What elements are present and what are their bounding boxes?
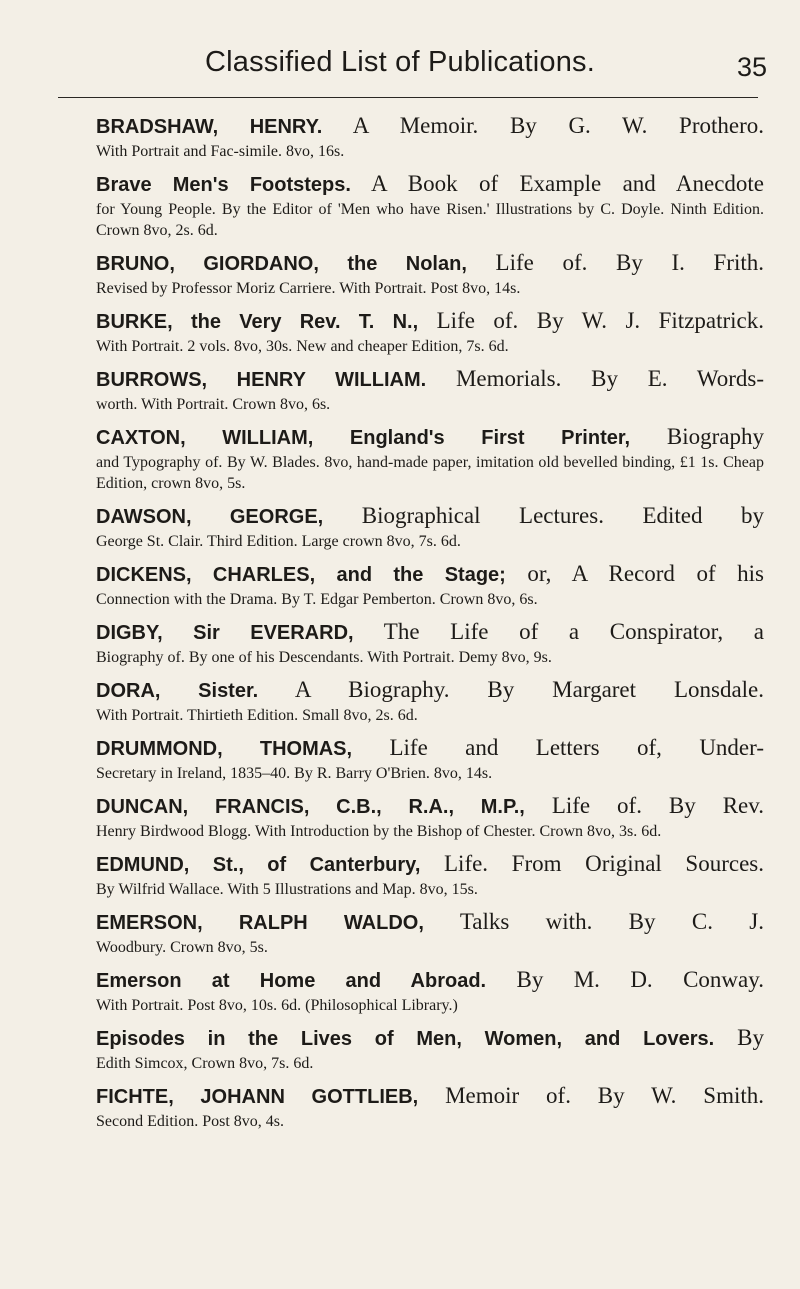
entry-title: By: [737, 1025, 765, 1050]
entry-detail: Biography of. By one of his Descendants. With Portrait. Demy 8vo, 9s.: [96, 649, 552, 666]
entry-heading: DICKENS, CHARLES, and the Stage;: [96, 564, 506, 586]
entry-detail: Henry Birdwood Blogg. With Introduction by the Bishop of Chester. Crown 8vo, 3s. 6d.: [96, 823, 662, 840]
entry-detail: for Young People. By the Editor of 'Men who have Risen.' Illustrations by C. Doyle. Ninth Edition. Crown 8vo, 2s. 6d.: [96, 201, 764, 239]
entry-detail: With Portrait. Post 8vo, 10s. 6d. (Philosophical Library.): [96, 997, 458, 1014]
list-entry: [96, 560, 764, 610]
entry-title: Life of. By I. Frith.: [495, 250, 764, 275]
entry-title: Life of. By Rev.: [551, 793, 764, 818]
entry-title: The Life of a Conspirator, a: [383, 619, 764, 644]
entry-detail: and Typography of. By W. Blades. 8vo, hand-made paper, imitation old bevelled binding, £1 1s. Cheap Edition, crown 8vo, 5s.: [96, 454, 764, 492]
list-entry: [96, 1024, 764, 1074]
entry-detail: Secretary in Ireland, 1835–40. By R. Barry O'Brien. 8vo, 14s.: [96, 765, 493, 782]
entry-title: Biography: [666, 424, 764, 449]
entry-detail: By Wilfrid Wallace. With 5 Illustrations and Map. 8vo, 15s.: [96, 881, 478, 898]
list-entry: [96, 792, 764, 842]
entry-title: or, A Record of his: [527, 561, 765, 586]
entry-title: A Book of Example and Anecdote: [371, 171, 765, 196]
entry-heading: DRUMMOND, THOMAS,: [96, 738, 353, 760]
entry-title: A Memoir. By G. W. Prothero.: [352, 113, 765, 138]
entry-heading: BURKE, the Very Rev. T. N.,: [96, 311, 419, 333]
list-entry: [96, 734, 764, 784]
list-entry: [96, 170, 764, 241]
entry-title: Talks with. By C. J.: [459, 909, 765, 934]
entry-detail: Connection with the Drama. By T. Edgar Pemberton. Crown 8vo, 6s.: [96, 591, 538, 608]
entry-title: Life of. By W. J. Fitzpatrick.: [436, 308, 765, 333]
entry-title: Memorials. By E. Words-: [455, 366, 765, 391]
entry-title: By M. D. Conway.: [516, 967, 764, 992]
entry-detail: With Portrait. Thirtieth Edition. Small 8vo, 2s. 6d.: [96, 707, 418, 724]
list-entry: [96, 249, 764, 299]
list-entry: [96, 676, 764, 726]
list-entry: [96, 307, 764, 357]
header-rule: [58, 97, 758, 98]
entry-heading: CAXTON, WILLIAM, England's First Printer,: [96, 427, 631, 449]
entry-heading: Brave Men's Footsteps.: [96, 174, 351, 196]
list-entry: [96, 966, 764, 1016]
entry-title: Memoir of. By W. Smith.: [445, 1083, 764, 1108]
entry-detail: Woodbury. Crown 8vo, 5s.: [96, 939, 268, 956]
page-header: Classified List of Publications.: [204, 46, 596, 78]
entry-heading: EDMUND, St., of Canterbury,: [96, 854, 421, 876]
list-entry: [96, 112, 764, 162]
list-entry: [96, 908, 764, 958]
list-entry: [96, 850, 764, 900]
entry-detail: Revised by Professor Moriz Carriere. With Portrait. Post 8vo, 14s.: [96, 280, 521, 297]
entry-heading: DAWSON, GEORGE,: [96, 506, 324, 528]
entry-heading: DORA, Sister.: [96, 680, 259, 702]
list-entry: [96, 1082, 764, 1132]
list-entry: [96, 502, 764, 552]
list-entry: [96, 423, 764, 494]
list-entry: [96, 365, 764, 415]
entry-heading: DUNCAN, FRANCIS, C.B., R.A., M.P.,: [96, 796, 525, 818]
entry-heading: BRUNO, GIORDANO, the Nolan,: [96, 253, 467, 275]
entry-title: Life and Letters of, Under-: [389, 735, 764, 760]
entry-detail: Edith Simcox, Crown 8vo, 7s. 6d.: [96, 1055, 314, 1072]
page-number: 35: [737, 52, 768, 82]
entry-title: A Biography. By Margaret Lonsdale.: [294, 677, 765, 702]
entry-heading: BURROWS, HENRY WILLIAM.: [96, 369, 427, 391]
entry-detail: With Portrait. 2 vols. 8vo, 30s. New and cheaper Edition, 7s. 6d.: [96, 338, 509, 355]
list-entry: [96, 618, 764, 668]
entry-detail: George St. Clair. Third Edition. Large crown 8vo, 7s. 6d.: [96, 533, 461, 550]
entry-heading: FICHTE, JOHANN GOTTLIEB,: [96, 1086, 419, 1108]
entry-heading: Emerson at Home and Abroad.: [96, 970, 487, 992]
entry-detail: worth. With Portrait. Crown 8vo, 6s.: [96, 396, 331, 413]
entry-heading: BRADSHAW, HENRY.: [96, 116, 323, 138]
publication-list: [96, 112, 764, 1140]
entry-heading: DIGBY, Sir EVERARD,: [96, 622, 354, 644]
entry-detail: Second Edition. Post 8vo, 4s.: [96, 1113, 285, 1130]
entry-detail: With Portrait and Fac-simile. 8vo, 16s.: [96, 143, 345, 160]
entry-heading: Episodes in the Lives of Men, Women, and Lovers.: [96, 1028, 715, 1050]
entry-heading: EMERSON, RALPH WALDO,: [96, 912, 424, 934]
entry-title: Life. From Original Sources.: [444, 851, 764, 876]
entry-title: Biographical Lectures. Edited by: [361, 503, 765, 528]
